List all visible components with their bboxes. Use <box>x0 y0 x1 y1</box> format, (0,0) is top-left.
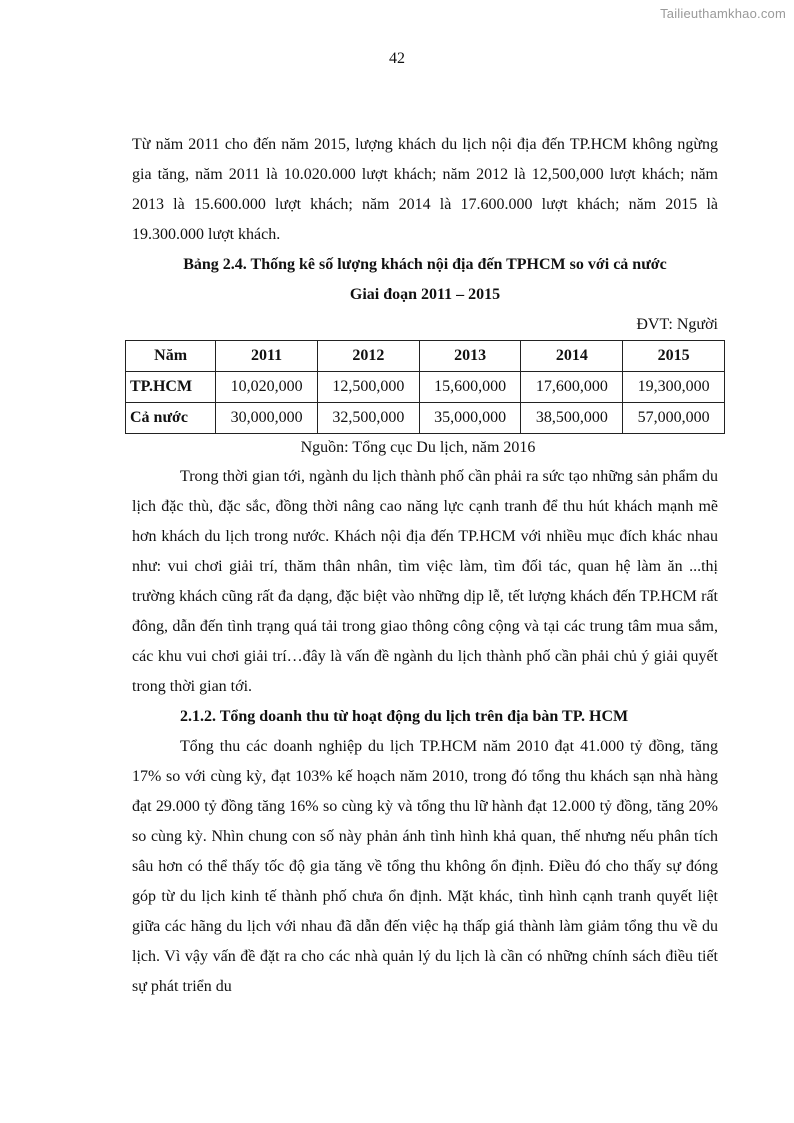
table-header-row <box>126 341 725 372</box>
table-cell: 32,500,000 <box>317 403 419 434</box>
table-row <box>126 372 725 403</box>
header-cell: 2015 <box>623 341 725 372</box>
paragraph-outlook: Trong thời gian tới, ngành du lịch thành phố cần phải ra sức tạo những sản phẩm du lịch đặc thù, đặc sắc, đồng thời nâng cao năng lực cạnh tranh để thu hút khách mạnh mẽ hơn khách du lịch trong nước. Khách nội địa đến TP.HCM với nhiều mục đích khác nhau như: vui chơi giải trí, thăm thân nhân, tìm việc làm, tìm đối tác, quan hệ làm ăn ...thị trường khách cũng rất đa dạng, đặc biệt vào những dịp lễ, tết lượng khách đến TP.HCM rất đông, dẫn đến tình trạng quá tải trong giao thông công cộng và tại các trung tâm mua sắm, các khu vui chơi giải trí…đây là vấn đề ngành du lịch thành phố cần phải chủ ý giải quyết trong thời gian tới. <box>132 468 718 695</box>
page-content <box>132 130 718 1002</box>
table-cell: 12,500,000 <box>317 372 419 403</box>
table-title-line2: Giai đoạn 2011 – 2015 <box>349 286 501 303</box>
header-cell: 2011 <box>216 341 318 372</box>
table-cell: 38,500,000 <box>521 403 623 434</box>
table-cell: 19,300,000 <box>623 372 725 403</box>
table-cell: 57,000,000 <box>623 403 725 434</box>
row-label: TP.HCM <box>126 372 216 403</box>
watermark: Tailieuthamkhao.com <box>660 6 786 21</box>
header-cell: 2014 <box>521 341 623 372</box>
table-row <box>126 403 725 434</box>
visitor-stats-table <box>125 340 725 434</box>
paragraph-revenue: Tổng thu các doanh nghiệp du lịch TP.HCM năm 2010 đạt 41.000 tỷ đồng, tăng 17% so với cùng kỳ, đạt 103% kế hoạch năm 2010, trong đó tổng thu khách sạn nhà hàng đạt 29.000 tỷ đồng tăng 16% so cùng kỳ và tổng thu lữ hành đạt 12.000 tỷ đồng, tăng 20% so cùng kỳ. Nhìn chung con số này phản ánh tình hình khả quan, thế nhưng nếu phân tích sâu hơn có thể thấy tốc độ gia tăng về tổng thu không ổn định. Điều đó cho thấy sự đóng góp từ du lịch kinh tế thành phố chưa ổn định. Mặt khác, tình hình cạnh tranh quyết liệt giữa các hãng du lịch với nhau đã dẫn đến việc hạ thấp giá thành làm giảm tổng thu về du lịch. Vì vậy vấn đề đặt ra cho các nhà quản lý du lịch là cần có những chính sách điều tiết sự phát triển du <box>132 738 718 995</box>
table-source: Nguồn: Tổng cục Du lịch, năm 2016 <box>300 439 536 456</box>
table-title-line1: Bảng 2.4. Thống kê số lượng khách nội địa đến TPHCM so với cả nước <box>183 256 667 273</box>
table-unit: ĐVT: Người <box>636 316 718 333</box>
row-label: Cả nước <box>126 403 216 434</box>
table-cell: 30,000,000 <box>216 403 318 434</box>
table-cell: 15,600,000 <box>419 372 521 403</box>
header-cell: 2012 <box>317 341 419 372</box>
table-cell: 10,020,000 <box>216 372 318 403</box>
header-cell: Năm <box>126 341 216 372</box>
table-cell: 17,600,000 <box>521 372 623 403</box>
table-cell: 35,000,000 <box>419 403 521 434</box>
header-cell: 2013 <box>419 341 521 372</box>
page-number: 42 <box>389 50 405 67</box>
section-heading: 2.1.2. Tổng doanh thu từ hoạt động du lịch trên địa bàn TP. HCM <box>180 708 629 725</box>
paragraph-intro: Từ năm 2011 cho đến năm 2015, lượng khách du lịch nội địa đến TP.HCM không ngừng gia tăng, năm 2011 là 10.020.000 lượt khách; năm 2012 là 12,500,000 lượt khách; năm 2013 là 15.600.000 lượt khách; năm 2014 là 17.600.000 lượt khách; năm 2015 là 19.300.000 lượt khách. <box>132 136 718 243</box>
